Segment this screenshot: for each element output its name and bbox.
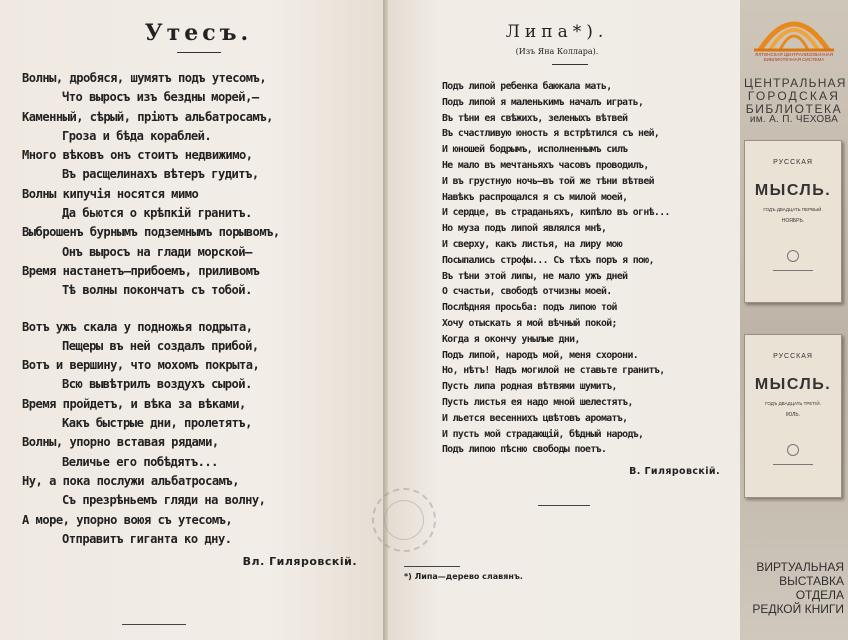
library-name-line: им. А. П. ЧЕХОВА <box>749 114 839 125</box>
poem-title-left: Утесъ. <box>144 20 253 46</box>
poem-line: Волны, дробяся, шумятъ подъ утесомъ, <box>22 71 267 85</box>
stanza-gap <box>22 301 375 318</box>
poem-line: Въ счастливую юность я встрѣтился съ ней, <box>442 128 660 140</box>
book-cover[interactable] <box>744 140 842 303</box>
poem-subtitle-right: (Изъ Яна Коллара). <box>515 47 599 56</box>
emblem-icon <box>787 250 799 262</box>
poem-line: Онъ выросъ на глади морской— <box>62 244 252 259</box>
poem-line: Послѣдняя просьба: подъ липою той <box>442 302 617 314</box>
title-divider-left <box>177 52 221 53</box>
left-page <box>0 0 383 640</box>
poem-line: Подъ липой я маленькимъ началъ играть, <box>442 96 644 108</box>
poem-line: Много вѣковъ онъ стоитъ недвижимо, <box>22 148 253 163</box>
exhibit-caption-line: ВЫСТАВКА <box>779 574 844 588</box>
poem-line: Въ тѣни этой липы, не мало ужъ дней <box>442 270 628 282</box>
poem-body-left <box>22 69 375 549</box>
poem-line: Навѣкъ распрощался я съ милой моей, <box>442 191 628 203</box>
poem-body-right <box>442 79 732 458</box>
footnote-divider <box>404 566 460 567</box>
poem-line: Въ расщелинахъ вѣтеръ гудитъ, <box>62 167 259 182</box>
poem-line: Въ тѣни ея свѣжихъ, зеленыхъ вѣтвей <box>442 112 628 124</box>
poem-line: Пусть листья ея надо мной шелестятъ, <box>442 396 633 408</box>
logo-label: ЯЛТИНСКАЯ ЦЕНТРАЛИЗОВАННАЯ БИБЛИОТЕЧНАЯ СИСТЕМА <box>755 52 833 62</box>
poem-line: О счастьи, свободѣ отчизны моей. <box>442 286 612 298</box>
signature-right: В. Гиляровскій. <box>629 466 720 478</box>
poem-line: Подъ липой ребенка баюкала мать, <box>442 81 612 92</box>
poem-line: А море, упорно воюя съ утесомъ, <box>22 512 233 527</box>
library-name-line: ГОРОДСКАЯ <box>747 89 841 103</box>
book-cover-top: РУССКАЯ <box>773 159 813 166</box>
poem-line: Но, нѣтъ! Надъ могилой не ставьте гранитъ, <box>442 365 665 377</box>
poem-line: Волны кипучія носятся мимо <box>22 186 199 201</box>
poem-line: Время пройдетъ, и вѣка за вѣками, <box>22 396 246 411</box>
poem-line: Подъ липой, народъ мой, меня схорони. <box>442 349 639 361</box>
poem-line: Тѣ волны покончатъ съ тобой. <box>62 283 252 298</box>
book-cover-divider <box>773 464 813 465</box>
poem-line: Не мало въ мечтаньяхъ часовъ проводилъ, <box>442 159 649 171</box>
poem-line: Хочу отыскать я мой вѣчный покой; <box>442 317 617 329</box>
poem-line: Посыпались строфы... Съ тѣхъ поръ я пою, <box>442 254 654 266</box>
poem-line: Время настанетъ—прибоемъ, приливомъ <box>22 263 260 278</box>
poem-line: Вотъ и вершину, что мохомъ покрыта, <box>22 358 260 373</box>
exhibit-caption <box>740 560 844 616</box>
poem-line: Подъ липою пѣсню свободы поетъ. <box>442 444 607 456</box>
poem-line: Отправитъ гиганта ко дну. <box>62 531 232 546</box>
sidebar-panel <box>740 0 848 640</box>
poem-line: Съ презрѣньемъ гляди на волну, <box>62 493 266 508</box>
exhibit-caption-line: ВИРТУАЛЬНАЯ <box>756 560 844 574</box>
poem-line: И юношей бодрымъ, исполненнымъ силъ <box>442 144 628 156</box>
poem-line: И сердце, въ страданьяхъ, кипѣло въ огнѣ... <box>442 207 670 219</box>
book-cover-month: НОЯБРЬ. <box>781 218 805 224</box>
poem-line: Что выросъ изъ бездны морей,— <box>62 90 259 105</box>
poem-line: Каменный, сѣрый, пріютъ альбатросамъ, <box>22 109 273 124</box>
book-cover-top: РУССКАЯ <box>773 353 813 360</box>
poem-line: Когда я окончу унылые дни, <box>442 333 580 345</box>
footnote: *) Липа—дерево славянъ. <box>404 572 523 581</box>
book-cover-subtitle: ГОДЪ ДВАДЦАТЬ ПЕРВЫЙ. <box>763 207 823 212</box>
poem-line: Ну, а пока послужи альбатросамъ, <box>22 473 239 488</box>
bottom-divider-left <box>122 624 186 625</box>
book-cover[interactable] <box>744 334 842 498</box>
poem-line: Пещеры въ ней создалъ прибой, <box>62 338 259 353</box>
poem-line: Волны, упорно вставая рядами, <box>22 435 219 450</box>
poem-line: Какъ быстрые дни, пролетятъ, <box>62 416 252 431</box>
poem-line: Выброшенъ бурнымъ подземнымъ порывомъ, <box>22 225 280 240</box>
poem-line: И пусть мой страдающій, бѣдный народъ, <box>442 428 644 440</box>
poem-line: Вотъ ужъ скала у подножья подрыта, <box>22 319 253 334</box>
poem-title-right: Липа*). <box>505 22 609 42</box>
poem-line: Всю вывѣтрилъ воздухъ сырой. <box>62 377 252 392</box>
poem-line: Но муза подъ липой являлся мнѣ, <box>442 223 607 235</box>
emblem-icon <box>787 444 799 456</box>
poem-line: Гроза и бѣда кораблей. <box>62 128 212 143</box>
title-divider-right <box>552 64 588 65</box>
poem-line: И въ грустную ночь—въ той же тѣни вѣтвей <box>442 175 654 187</box>
right-page <box>388 0 740 640</box>
poem-line: Пусть липа родная вѣтвями шумитъ, <box>442 381 617 393</box>
library-logo-icon <box>740 4 848 54</box>
poem-line: Да бьются о крѣпкій гранитъ. <box>62 206 252 221</box>
exhibit-caption-line: РЕДКОЙ КНИГИ <box>752 602 844 616</box>
library-name-line: ЦЕНТРАЛЬНАЯ <box>744 76 847 90</box>
exhibit-caption-line: ОТДЕЛА <box>795 588 844 602</box>
poem-line: Величье его побѣдятъ... <box>62 454 218 469</box>
signature-left: Вл. Гиляровскій. <box>242 555 357 569</box>
book-cover-title: МЫСЛЬ. <box>754 182 832 199</box>
book-cover-subtitle: ГОДЪ ДВАДЦАТЬ ТРЕТІЙ. <box>765 401 821 406</box>
poem-line: И сверху, какъ листья, на лиру мою <box>442 238 623 250</box>
book-cover-title: МЫСЛЬ. <box>754 376 832 393</box>
book-cover-month: ІЮЛЬ. <box>785 412 801 418</box>
library-name-line: БИБЛИОТЕКА <box>745 102 843 116</box>
book-cover-divider <box>773 270 813 271</box>
end-divider-right <box>538 505 590 506</box>
poem-line: И льется весеннихъ цвѣтовъ ароматъ, <box>442 412 628 424</box>
